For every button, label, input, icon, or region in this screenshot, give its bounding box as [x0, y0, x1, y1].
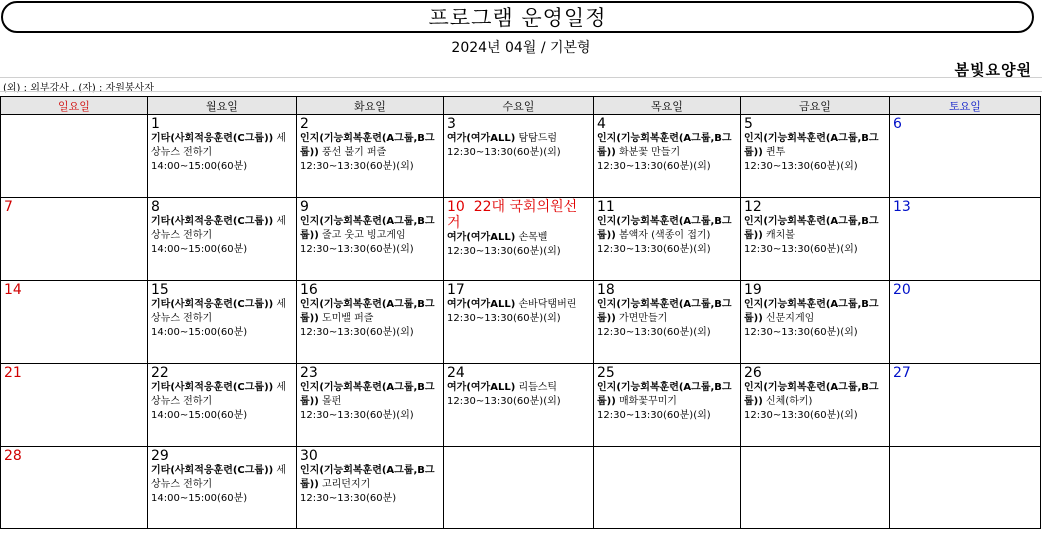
program-activity: 화분꽃 만들기 — [615, 147, 681, 158]
program-time: 12:30~13:30(60분)(외) — [447, 147, 561, 158]
program-time: 12:30~13:30(60분)(외) — [744, 244, 858, 255]
weekday-header-monday: 월요일 — [148, 97, 297, 115]
day-number: 5 — [744, 116, 753, 132]
program-category: 여가(여가ALL) — [447, 299, 516, 310]
program-entry — [300, 132, 440, 160]
weekday-header-thursday: 목요일 — [594, 97, 741, 115]
day-number: 12 — [744, 199, 762, 215]
calendar-day-cell-thursday — [594, 447, 741, 529]
day-number: 8 — [151, 199, 160, 215]
program-activity: 캐치볼 — [762, 230, 795, 241]
program-category: 기타(사회적응훈련(C그룹)) — [151, 299, 274, 310]
program-category: 여가(여가ALL) — [447, 232, 516, 243]
program-time: 14:00~15:00(60분) — [151, 244, 248, 255]
program-activity: 매화꽃꾸미기 — [615, 396, 677, 407]
program-category: 기타(사회적응훈련(C그룹)) — [151, 382, 274, 393]
weekday-header-saturday: 토요일 — [890, 97, 1041, 115]
calendar-day-cell-thursday — [594, 281, 741, 364]
program-activity: 신체(하키) — [762, 396, 813, 407]
program-time: 12:30~13:30(60분)(외) — [597, 410, 711, 421]
program-activity: 풍선 불기 퍼즐 — [318, 147, 387, 158]
program-entry — [300, 215, 440, 243]
day-number: 3 — [447, 116, 456, 132]
day-number: 13 — [893, 199, 911, 215]
program-activity: 세상뉴스 전하기 — [151, 299, 287, 324]
calendar-day-cell-friday — [741, 447, 890, 529]
program-activity: 손바닥탬버린 — [515, 299, 577, 310]
program-activity: 세상뉴스 전하기 — [151, 133, 287, 158]
program-entry — [300, 381, 440, 409]
calendar-day-cell-thursday — [594, 198, 741, 281]
program-entry — [151, 381, 293, 409]
day-number: 25 — [597, 365, 615, 381]
program-time: 12:30~13:30(60분)(외) — [744, 327, 858, 338]
program-activity: 봄액자 (색종이 접기) — [615, 230, 711, 241]
program-entry — [597, 215, 737, 243]
program-category: 기타(사회적응훈련(C그룹)) — [151, 216, 274, 227]
program-category: 여가(여가ALL) — [447, 133, 516, 144]
program-time: 12:30~13:30(60분)(외) — [597, 327, 711, 338]
program-entry — [447, 231, 590, 245]
program-category: 인지(기능회복훈련(A그룹,B그룹)) — [744, 216, 879, 241]
program-time: 12:30~13:30(60분)(외) — [744, 161, 858, 172]
day-number: 16 — [300, 282, 318, 298]
program-entry — [151, 215, 293, 243]
program-time: 14:00~15:00(60분) — [151, 161, 248, 172]
calendar-day-cell-monday — [148, 364, 297, 447]
calendar-day-cell-saturday — [890, 447, 1041, 529]
program-category: 기타(사회적응훈련(C그룹)) — [151, 465, 274, 476]
calendar-week-row — [1, 447, 1041, 529]
calendar-week-row — [1, 198, 1041, 281]
day-number: 7 — [4, 199, 13, 215]
calendar-day-cell-saturday — [890, 115, 1041, 198]
program-category: 인지(기능회복훈련(A그룹,B그룹)) — [597, 299, 732, 324]
program-time: 12:30~13:30(60분)(외) — [300, 244, 414, 255]
program-activity: 세상뉴스 전하기 — [151, 465, 287, 490]
calendar-day-cell-monday — [148, 198, 297, 281]
program-time: 12:30~13:30(60분) — [300, 493, 397, 504]
program-category: 여가(여가ALL) — [447, 382, 516, 393]
calendar-day-cell-wednesday — [444, 115, 594, 198]
calendar-day-cell-monday — [148, 281, 297, 364]
day-number: 27 — [893, 365, 911, 381]
day-number: 9 — [300, 199, 309, 215]
program-entry — [744, 132, 886, 160]
program-activity: 세상뉴스 전하기 — [151, 216, 287, 241]
calendar-week-row — [1, 281, 1041, 364]
program-entry — [447, 381, 590, 395]
program-time: 12:30~13:30(60분)(외) — [447, 396, 561, 407]
calendar-day-cell-sunday — [1, 281, 148, 364]
weekday-header-friday: 금요일 — [741, 97, 890, 115]
program-entry — [597, 381, 737, 409]
program-time: 14:00~15:00(60분) — [151, 327, 248, 338]
calendar-day-cell-saturday — [890, 364, 1041, 447]
day-number: 22 — [151, 365, 169, 381]
day-number: 29 — [151, 448, 169, 464]
program-category: 인지(기능회복훈련(A그룹,B그룹)) — [300, 133, 435, 158]
program-entry — [597, 132, 737, 160]
calendar-day-cell-tuesday — [297, 198, 444, 281]
program-activity: 세상뉴스 전하기 — [151, 382, 287, 407]
calendar-day-cell-tuesday — [297, 115, 444, 198]
period-subtitle: 2024년 04월 / 기본형 — [451, 40, 591, 56]
calendar-day-cell-wednesday — [444, 281, 594, 364]
program-entry — [744, 298, 886, 326]
program-time: 12:30~13:30(60분)(외) — [597, 244, 711, 255]
program-time: 12:30~13:30(60분)(외) — [597, 161, 711, 172]
program-category: 인지(기능회복훈련(A그룹,B그룹)) — [597, 216, 732, 241]
program-category: 인지(기능회복훈련(A그룹,B그룹)) — [300, 216, 435, 241]
program-category: 기타(사회적응훈련(C그룹)) — [151, 133, 274, 144]
program-entry — [597, 298, 737, 326]
program-activity: 손목벨 — [515, 232, 548, 243]
program-category: 인지(기능회복훈련(A그룹,B그룹)) — [300, 299, 435, 324]
day-number: 2 — [300, 116, 309, 132]
program-activity: 줄고 웃고 빙고게임 — [318, 230, 406, 241]
day-number: 10 — [447, 199, 465, 215]
program-activity: 도미밸 퍼즐 — [318, 313, 374, 324]
day-number: 1 — [151, 116, 160, 132]
program-time: 12:30~13:30(60분)(외) — [447, 246, 561, 257]
day-number: 19 — [744, 282, 762, 298]
program-category: 인지(기능회복훈련(A그룹,B그룹)) — [597, 133, 732, 158]
calendar-week-row — [1, 115, 1041, 198]
program-time: 12:30~13:30(60분)(외) — [447, 313, 561, 324]
weekday-header-row — [1, 97, 1041, 115]
day-number: 21 — [4, 365, 22, 381]
program-entry — [300, 464, 440, 492]
weekday-header-tuesday: 화요일 — [297, 97, 444, 115]
calendar-day-cell-wednesday — [444, 198, 594, 281]
program-entry — [151, 298, 293, 326]
program-entry — [151, 464, 293, 492]
program-activity: 고리던지기 — [318, 479, 371, 490]
organization-name: 봄빛요양원 — [954, 61, 1032, 79]
calendar-day-cell-monday — [148, 447, 297, 529]
calendar-day-cell-sunday — [1, 447, 148, 529]
day-number: 11 — [597, 199, 615, 215]
program-category: 인지(기능회복훈련(A그룹,B그룹)) — [597, 382, 732, 407]
day-number: 18 — [597, 282, 615, 298]
program-category: 인지(기능회복훈련(A그룹,B그룹)) — [744, 133, 879, 158]
program-category: 인지(기능회복훈련(A그룹,B그룹)) — [300, 382, 435, 407]
program-activity: 퀸투 — [762, 147, 786, 158]
calendar-day-cell-saturday — [890, 281, 1041, 364]
calendar-day-cell-friday — [741, 198, 890, 281]
holiday-label — [447, 199, 590, 231]
program-time: 12:30~13:30(60분)(외) — [300, 161, 414, 172]
weekday-header-wednesday: 수요일 — [444, 97, 594, 115]
divider — [0, 77, 1042, 78]
program-entry — [447, 132, 590, 146]
program-activity: 몰펀 — [318, 396, 342, 407]
day-number: 30 — [300, 448, 318, 464]
calendar-table — [0, 96, 1041, 529]
program-time: 12:30~13:30(60분)(외) — [300, 410, 414, 421]
calendar-day-cell-tuesday — [297, 447, 444, 529]
program-category: 인지(기능회복훈련(A그룹,B그룹)) — [744, 382, 879, 407]
holiday-name: 22대 국회의원선거 — [447, 199, 578, 231]
day-number: 4 — [597, 116, 606, 132]
legend-note: (외) : 외부강사 , (자) : 자원봉사자 — [3, 83, 154, 94]
day-number: 26 — [744, 365, 762, 381]
day-number: 20 — [893, 282, 911, 298]
divider — [0, 91, 1042, 92]
day-number: 28 — [4, 448, 22, 464]
calendar-day-cell-sunday — [1, 115, 148, 198]
program-entry — [744, 381, 886, 409]
program-category: 인지(기능회복훈련(A그룹,B그룹)) — [744, 299, 879, 324]
calendar-week-row — [1, 364, 1041, 447]
calendar-day-cell-sunday — [1, 198, 148, 281]
calendar-day-cell-tuesday — [297, 281, 444, 364]
program-entry — [744, 215, 886, 243]
calendar-day-cell-monday — [148, 115, 297, 198]
calendar-day-cell-friday — [741, 281, 890, 364]
day-number: 15 — [151, 282, 169, 298]
program-time: 12:30~13:30(60분)(외) — [744, 410, 858, 421]
calendar-day-cell-friday — [741, 115, 890, 198]
calendar-day-cell-saturday — [890, 198, 1041, 281]
calendar-day-cell-wednesday — [444, 364, 594, 447]
weekday-header-sunday: 일요일 — [1, 97, 148, 115]
program-activity: 탐탐드럼 — [515, 133, 558, 144]
day-number: 17 — [447, 282, 465, 298]
day-number: 6 — [893, 116, 902, 132]
calendar-day-cell-sunday — [1, 364, 148, 447]
program-time: 14:00~15:00(60분) — [151, 493, 248, 504]
day-number: 23 — [300, 365, 318, 381]
program-entry — [447, 298, 590, 312]
calendar-day-cell-thursday — [594, 364, 741, 447]
program-entry — [300, 298, 440, 326]
page-title: 프로그램 운영일정 — [1, 1, 1034, 33]
program-time: 14:00~15:00(60분) — [151, 410, 248, 421]
program-activity: 리듬스틱 — [515, 382, 558, 393]
calendar-day-cell-thursday — [594, 115, 741, 198]
program-category: 인지(기능회복훈련(A그룹,B그룹)) — [300, 465, 435, 490]
calendar-day-cell-tuesday — [297, 364, 444, 447]
program-activity: 가면만들기 — [615, 313, 668, 324]
program-entry — [151, 132, 293, 160]
calendar-day-cell-friday — [741, 364, 890, 447]
day-number: 14 — [4, 282, 22, 298]
program-activity: 신문지게임 — [762, 313, 815, 324]
program-time: 12:30~13:30(60분)(외) — [300, 327, 414, 338]
calendar-day-cell-wednesday — [444, 447, 594, 529]
day-number: 24 — [447, 365, 465, 381]
